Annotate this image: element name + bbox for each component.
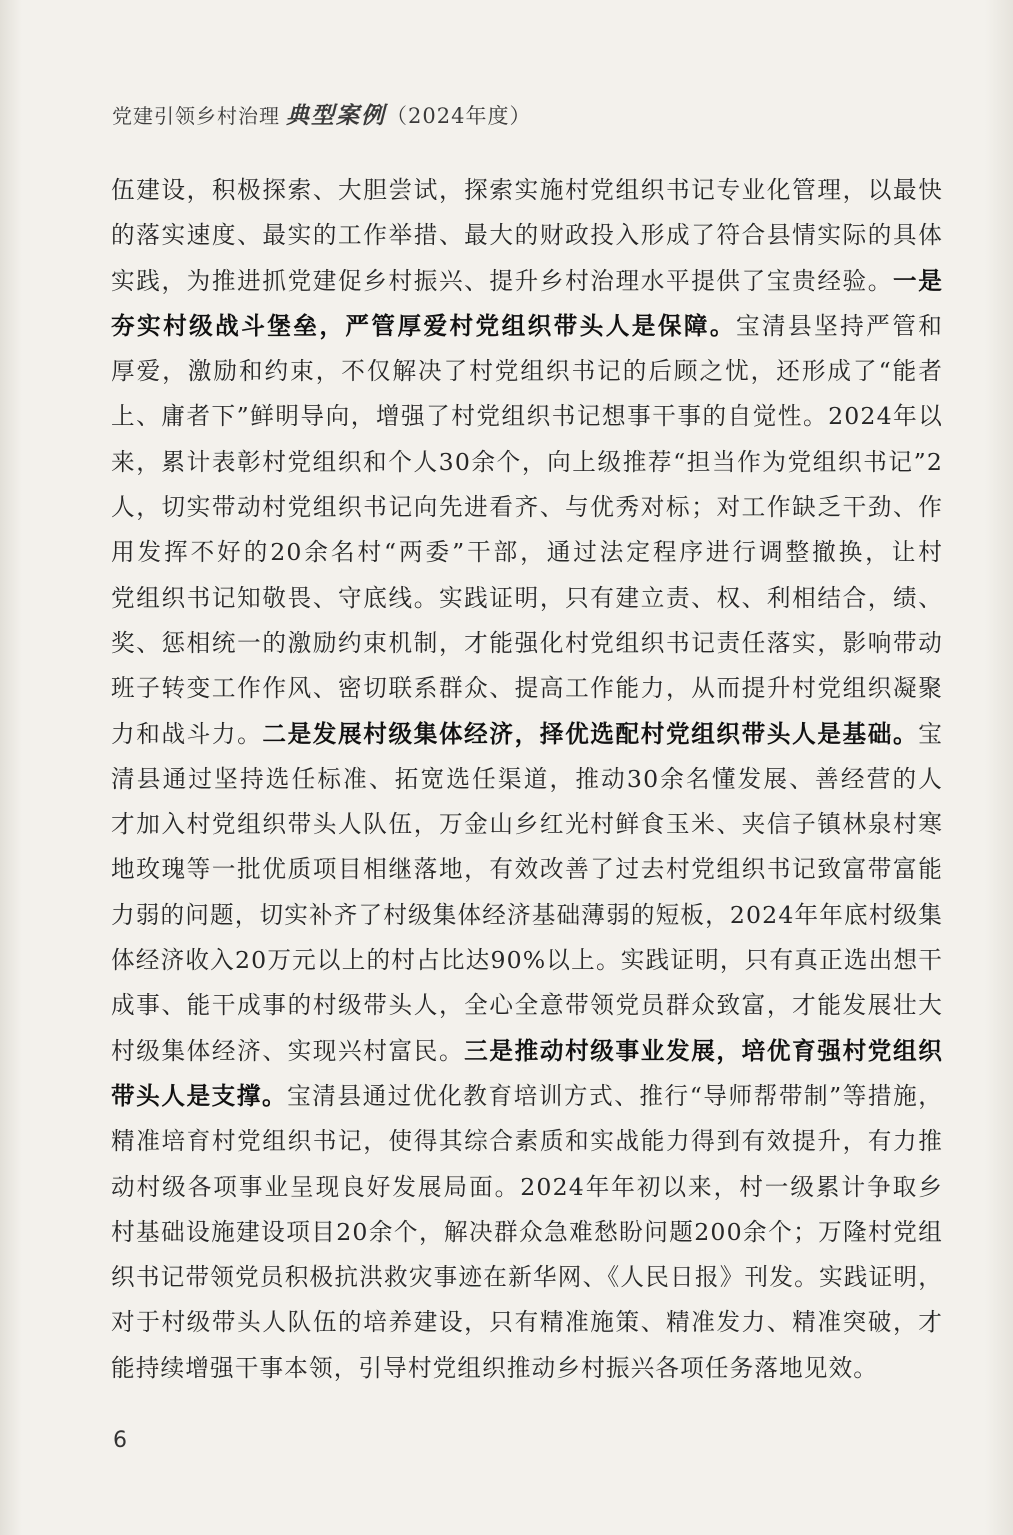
body-paragraph xyxy=(111,168,943,1391)
text-segment: 的落实速度、最实的工作举措、最大的财政投入形成了符合县情实际的具体 xyxy=(111,221,943,250)
text-segment: 体经济收入20万元以上的村占比达90%以上。实践证明，只有真正选出想干 xyxy=(111,946,943,975)
text-segment: 宝 xyxy=(918,719,943,748)
text-segment: 地玫瑰等一批优质项目相继落地，有效改善了过去村党组织书记致富带富能 xyxy=(111,855,943,884)
text-segment: 力和战斗力。 xyxy=(111,719,263,748)
text-segment: 实践，为推进抓党建促乡村振兴、提升乡村治理水平提供了宝贵经验。 xyxy=(111,266,894,295)
text-line xyxy=(111,1165,943,1210)
text-line xyxy=(111,394,943,439)
page-number: 6 xyxy=(113,1428,127,1453)
text-line xyxy=(111,757,943,802)
text-segment: 上、庸者下”鲜明导向，增强了村党组织书记想事干事的自觉性。2024年以 xyxy=(111,402,943,431)
text-segment: 才加入村党组织带头人队伍，万金山乡红光村鲜食玉米、夹信子镇林泉村寒 xyxy=(111,810,943,839)
text-line xyxy=(111,712,943,757)
text-segment: 来，累计表彰村党组织和个人30余个，向上级推荐“担当作为党组织书记”2 xyxy=(111,447,943,476)
header-year: （2024年度） xyxy=(386,104,532,128)
text-segment: 精准培育村党组织书记，使得其综合素质和实战能力得到有效提升，有力推 xyxy=(111,1127,943,1156)
bold-text-segment: 夯实村级战斗堡垒，严管厚爱村党组织带头人是保障。 xyxy=(111,311,736,340)
text-segment: 动村级各项事业呈现良好发展局面。2024年年初以来，村一级累计争取乡 xyxy=(111,1172,943,1201)
text-line xyxy=(111,802,943,847)
text-segment: 村级集体经济、实现兴村富民。 xyxy=(111,1036,465,1065)
text-segment: 奖、惩相统一的激励约束机制，才能强化村党组织书记责任落实，影响带动 xyxy=(111,628,943,657)
text-line xyxy=(111,440,943,485)
text-line xyxy=(111,1300,943,1345)
bold-text-segment: 二是发展村级集体经济，择优选配村党组织带头人是基础。 xyxy=(262,719,919,748)
text-line xyxy=(111,1210,943,1255)
text-segment: 村基础设施建设项目20余个，解决群众急难愁盼问题200余个；万隆村党组 xyxy=(111,1217,943,1246)
text-line xyxy=(111,485,943,530)
page-edge-shadow-right xyxy=(985,0,1013,1535)
text-segment: 成事、能干成事的村级带头人，全心全意带领党员群众致富，才能发展壮大 xyxy=(111,991,943,1020)
text-line xyxy=(111,938,943,983)
text-line xyxy=(111,213,943,258)
header-book-title: 典型案例 xyxy=(286,102,386,129)
text-line xyxy=(111,304,943,349)
text-segment: 力弱的问题，切实补齐了村级集体经济基础薄弱的短板，2024年年底村级集 xyxy=(111,900,943,929)
header-series-title: 党建引领乡村治理 xyxy=(112,104,280,128)
text-segment: 能持续增强干事本领，引导村党组织推动乡村振兴各项任务落地见效。 xyxy=(111,1353,879,1382)
text-line xyxy=(111,576,943,621)
page-edge-shadow-left xyxy=(0,0,22,1535)
text-line xyxy=(111,530,943,575)
text-segment: 伍建设，积极探索、大胆尝试，探索实施村党组织书记专业化管理，以最快 xyxy=(111,176,943,204)
text-line xyxy=(111,1119,943,1164)
text-line xyxy=(111,666,943,711)
text-line xyxy=(111,1029,943,1074)
text-segment: 厚爱，激励和约束，不仅解决了村党组织书记的后顾之忧，还形成了“能者 xyxy=(111,357,943,386)
text-segment: 人，切实带动村党组织书记向先进看齐、与优秀对标；对工作缺乏干劲、作 xyxy=(111,493,943,522)
text-line xyxy=(111,1346,943,1391)
bold-text-segment: 三是推动村级事业发展，培优育强村党组织 xyxy=(464,1036,943,1065)
text-segment: 对于村级带头人队伍的培养建设，只有精准施策、精准发力、精准突破，才 xyxy=(111,1308,943,1337)
text-line xyxy=(111,1255,943,1300)
bold-text-segment: 带头人是支撑。 xyxy=(111,1081,288,1110)
text-segment: 班子转变工作作风、密切联系群众、提高工作能力，从而提升村党组织凝聚 xyxy=(111,674,943,703)
running-header xyxy=(112,96,531,136)
text-line xyxy=(111,168,943,213)
text-line xyxy=(111,621,943,666)
text-line xyxy=(111,983,943,1028)
bold-text-segment: 一是 xyxy=(893,266,943,295)
text-line xyxy=(111,349,943,394)
text-segment: 党组织书记知敬畏、守底线。实践证明，只有建立责、权、利相结合，绩、 xyxy=(111,583,943,612)
text-segment: 清县通过坚持选任标准、拓宽选任渠道，推动30余名懂发展、善经营的人 xyxy=(111,764,943,793)
text-segment: 宝清县坚持严管和 xyxy=(735,311,943,340)
text-line xyxy=(111,847,943,892)
text-segment: 宝清县通过优化教育培训方式、推行“导师帮带制”等措施， xyxy=(287,1081,943,1110)
text-line xyxy=(111,1074,943,1119)
text-segment: 织书记带领党员积极抗洪救灾事迹在新华网、《人民日报》刊发。实践证明， xyxy=(111,1263,943,1292)
text-line xyxy=(111,259,943,304)
text-line xyxy=(111,893,943,938)
text-segment: 用发挥不好的20余名村“两委”干部，通过法定程序进行调整撤换，让村 xyxy=(111,538,943,567)
